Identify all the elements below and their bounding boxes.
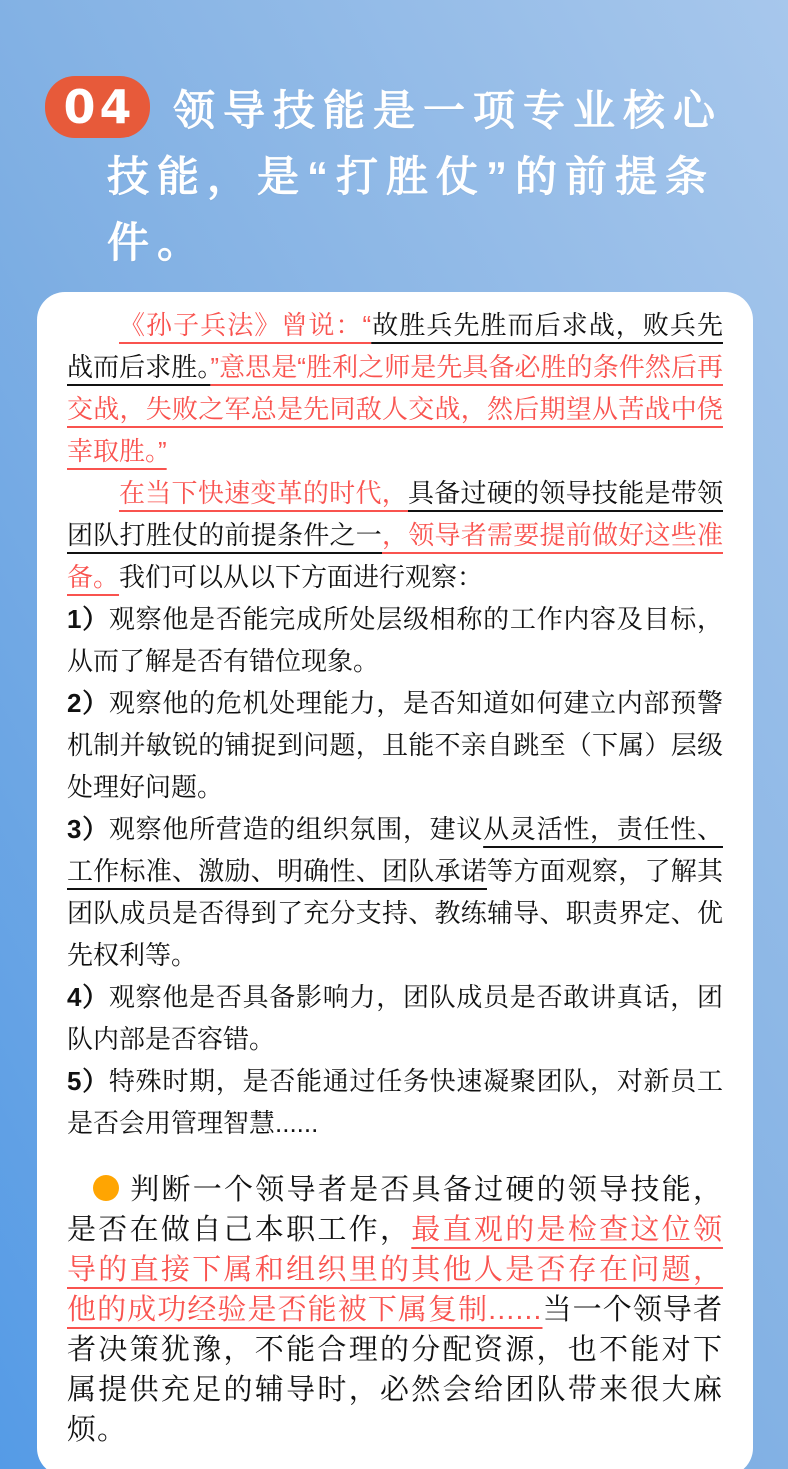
- text-segment: 3）: [67, 814, 109, 844]
- header: [0, 0, 788, 276]
- text-segment: 特殊时期，是否能通过任务快速凝聚团队，对新员工是否会用管理智慧......: [67, 1066, 723, 1138]
- text-segment: 观察他是否具备影响力，团队成员是否敢讲真话，团队内部是否容错。: [67, 982, 723, 1054]
- section-number: 04: [63, 80, 136, 134]
- list-item-1: [67, 598, 723, 682]
- paragraph-era-intro: [67, 472, 723, 598]
- list-item-2: [67, 682, 723, 808]
- text-segment: 判断一个领导者是否具备过硬的领导技能，是否在做自己本职工作，: [67, 1174, 723, 1246]
- bullet-circle-icon: [93, 1175, 119, 1201]
- text-segment: 最直观的是检查这位领导的直接下属和组织里的其他人是否存在问题，他的成功经验是否能被下属复制......: [67, 1214, 723, 1326]
- text-segment: ，领导者需要提前做好这些准备。: [67, 520, 723, 592]
- text-segment: 观察他是否能完成所处层级相称的工作内容及目标，从而了解是否有错位现象。: [67, 604, 723, 676]
- text-segment: 具备过硬的领导技能是带领团队打胜仗的前提条件之一: [67, 478, 723, 550]
- paragraph-sunzi-quote: [67, 304, 723, 472]
- text-segment: 故胜兵先胜而后求战，败兵先战而后求胜。: [67, 310, 723, 382]
- text-segment: 5）: [67, 1066, 109, 1096]
- list-item-5: [67, 1060, 723, 1144]
- text-segment: 等方面观察，了解其团队成员是否得到了充分支持、教练辅导、职责界定、优先权利等。: [67, 856, 723, 970]
- text-segment: 观察他所营造的组织氛围，建议: [108, 814, 484, 844]
- text-segment: 1）: [67, 604, 109, 634]
- list-item-4: [67, 976, 723, 1060]
- text-segment: 我们可以从以下方面进行观察：: [119, 562, 484, 592]
- summary-paragraph: [67, 1170, 723, 1450]
- text-segment: 2）: [67, 688, 109, 718]
- text-segment: 《孙子兵法》曾说：“: [119, 310, 372, 340]
- text-segment: 在当下快速变革的时代，: [119, 478, 408, 508]
- text-segment: ”意思是“胜利之师是先具备必胜的条件然后再交战，失败之军总是先同敌人交战，然后期望从苦战中侥幸取胜。”: [67, 352, 723, 466]
- page-title: 领导技能是一项专业核心技能，是“打胜仗”的前提条件。: [107, 87, 724, 266]
- content-card: [37, 292, 753, 1469]
- text-segment: 当一个领导者者决策犹豫，不能合理的分配资源，也不能对下属提供充足的辅导时，必然会给团队带来很大麻烦。: [67, 1294, 723, 1446]
- list-item-3: [67, 808, 723, 976]
- text-segment: 从灵活性，责任性、工作标准、激励、明确性、团队承诺: [67, 814, 723, 886]
- text-segment: 观察他的危机处理能力，是否知道如何建立内部预警机制并敏锐的铺捉到问题，且能不亲自跳至（下属）层级处理好问题。: [67, 688, 723, 802]
- section-number-badge: [45, 76, 150, 138]
- text-segment: 4）: [67, 982, 109, 1012]
- summary-text: [67, 1174, 723, 1446]
